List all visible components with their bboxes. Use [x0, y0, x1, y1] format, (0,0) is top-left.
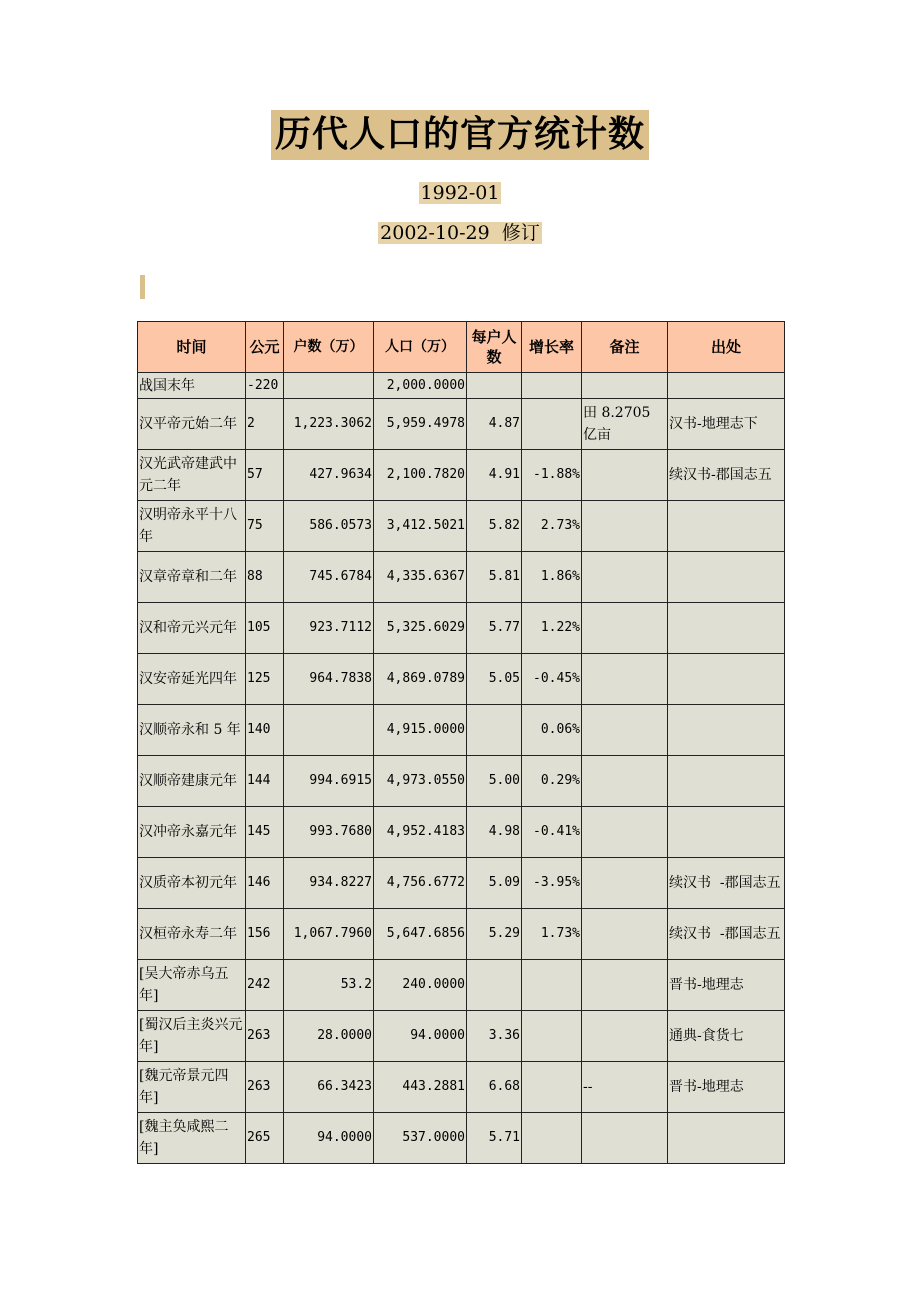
cell-period: 汉顺帝建康元年 — [138, 756, 246, 807]
page-title: 历代人口的官方统计数 — [271, 110, 649, 160]
cell-per-household — [467, 705, 522, 756]
cell-period: 汉质帝本初元年 — [138, 858, 246, 909]
table-row — [138, 705, 785, 756]
table-row — [138, 603, 785, 654]
cell-source: 续汉书-郡国志五 — [668, 450, 785, 501]
cell-per-household: 5.05 — [467, 654, 522, 705]
cell-population: 443.2881 — [374, 1062, 467, 1113]
cell-per-household: 6.68 — [467, 1062, 522, 1113]
cell-households: 964.7838 — [284, 654, 374, 705]
cell-source: 晋书-地理志 — [668, 960, 785, 1011]
cell-growth: 0.06% — [522, 705, 582, 756]
cell-source — [668, 654, 785, 705]
cell-households: 586.0573 — [284, 501, 374, 552]
cell-growth: -1.88% — [522, 450, 582, 501]
cell-note — [582, 552, 668, 603]
cell-period: 汉光武帝建武中元二年 — [138, 450, 246, 501]
cell-growth — [522, 373, 582, 399]
cell-per-household: 4.98 — [467, 807, 522, 858]
cell-population: 4,335.6367 — [374, 552, 467, 603]
cell-note — [582, 603, 668, 654]
table-row — [138, 1062, 785, 1113]
cell-growth: 1.22% — [522, 603, 582, 654]
cell-per-household: 5.77 — [467, 603, 522, 654]
cell-per-household — [467, 960, 522, 1011]
cell-source — [668, 373, 785, 399]
cell-population: 4,869.0789 — [374, 654, 467, 705]
cell-population: 3,412.5021 — [374, 501, 467, 552]
cell-source — [668, 1113, 785, 1164]
cell-period: 汉冲帝永嘉元年 — [138, 807, 246, 858]
cell-growth: 1.73% — [522, 909, 582, 960]
cell-households: 427.9634 — [284, 450, 374, 501]
cell-per-household: 4.91 — [467, 450, 522, 501]
cell-population: 4,756.6772 — [374, 858, 467, 909]
cell-period: 汉顺帝永和 5 年 — [138, 705, 246, 756]
cell-period: 汉和帝元兴元年 — [138, 603, 246, 654]
header-source: 出处 — [668, 322, 785, 373]
cell-households: 993.7680 — [284, 807, 374, 858]
cell-growth: -3.95% — [522, 858, 582, 909]
cell-year: 75 — [246, 501, 284, 552]
cell-population: 5,959.4978 — [374, 399, 467, 450]
cell-population: 537.0000 — [374, 1113, 467, 1164]
table-row — [138, 501, 785, 552]
cell-period: [魏主奂咸熙二年] — [138, 1113, 246, 1164]
cell-note — [582, 705, 668, 756]
cell-growth — [522, 1011, 582, 1062]
cell-source: 续汉书 -郡国志五 — [668, 858, 785, 909]
cell-growth — [522, 1113, 582, 1164]
header-growth: 增长率 — [522, 322, 582, 373]
table-row — [138, 399, 785, 450]
cell-period: 汉桓帝永寿二年 — [138, 909, 246, 960]
header-year: 公元 — [246, 322, 284, 373]
date-original: 1992-01 — [420, 182, 500, 204]
cell-growth: -0.45% — [522, 654, 582, 705]
table-row — [138, 807, 785, 858]
cell-per-household: 4.87 — [467, 399, 522, 450]
cell-period: [吴大帝赤乌五年] — [138, 960, 246, 1011]
cell-note — [582, 501, 668, 552]
cell-population: 4,952.4183 — [374, 807, 467, 858]
cell-source — [668, 603, 785, 654]
cell-year: 105 — [246, 603, 284, 654]
cell-note: 田 8.2705 亿亩 — [582, 399, 668, 450]
cell-source — [668, 807, 785, 858]
header-time: 时间 — [138, 322, 246, 373]
cell-per-household: 3.36 — [467, 1011, 522, 1062]
cell-year: 263 — [246, 1011, 284, 1062]
header-households: 户数（万） — [284, 322, 374, 373]
header-population: 人口（万） — [374, 322, 467, 373]
section-marker — [140, 275, 145, 299]
cell-year: -220 — [246, 373, 284, 399]
cell-note — [582, 1113, 668, 1164]
cell-period: 汉安帝延光四年 — [138, 654, 246, 705]
cell-population: 240.0000 — [374, 960, 467, 1011]
header-note: 备注 — [582, 322, 668, 373]
cell-period: [魏元帝景元四年] — [138, 1062, 246, 1113]
cell-households: 53.2 — [284, 960, 374, 1011]
header-row — [138, 322, 785, 373]
cell-source: 晋书-地理志 — [668, 1062, 785, 1113]
cell-year: 125 — [246, 654, 284, 705]
cell-note — [582, 858, 668, 909]
cell-note — [582, 909, 668, 960]
cell-per-household: 5.71 — [467, 1113, 522, 1164]
cell-year: 146 — [246, 858, 284, 909]
cell-source — [668, 705, 785, 756]
cell-households — [284, 373, 374, 399]
cell-per-household — [467, 373, 522, 399]
cell-population: 4,915.0000 — [374, 705, 467, 756]
table-row — [138, 1113, 785, 1164]
table-row — [138, 450, 785, 501]
cell-population: 2,000.0000 — [374, 373, 467, 399]
cell-year: 242 — [246, 960, 284, 1011]
cell-source: 续汉书 -郡国志五 — [668, 909, 785, 960]
cell-households: 745.6784 — [284, 552, 374, 603]
cell-population: 5,325.6029 — [374, 603, 467, 654]
cell-households: 94.0000 — [284, 1113, 374, 1164]
cell-note — [582, 450, 668, 501]
cell-source — [668, 756, 785, 807]
cell-growth: 0.29% — [522, 756, 582, 807]
cell-households: 28.0000 — [284, 1011, 374, 1062]
cell-source — [668, 501, 785, 552]
cell-households: 1,223.3062 — [284, 399, 374, 450]
cell-source: 通典-食货七 — [668, 1011, 785, 1062]
cell-households — [284, 705, 374, 756]
cell-per-household: 5.82 — [467, 501, 522, 552]
cell-growth — [522, 1062, 582, 1113]
cell-note: -- — [582, 1062, 668, 1113]
cell-per-household: 5.00 — [467, 756, 522, 807]
table-row — [138, 960, 785, 1011]
cell-growth — [522, 399, 582, 450]
cell-year: 88 — [246, 552, 284, 603]
cell-growth: 1.86% — [522, 552, 582, 603]
cell-households: 923.7112 — [284, 603, 374, 654]
population-table — [137, 321, 785, 1164]
cell-period: 汉平帝元始二年 — [138, 399, 246, 450]
cell-growth — [522, 960, 582, 1011]
cell-population: 5,647.6856 — [374, 909, 467, 960]
cell-population: 2,100.7820 — [374, 450, 467, 501]
cell-period: [蜀汉后主炎兴元年] — [138, 1011, 246, 1062]
cell-households: 994.6915 — [284, 756, 374, 807]
cell-per-household: 5.81 — [467, 552, 522, 603]
cell-year: 265 — [246, 1113, 284, 1164]
header-per-household: 每户人数 — [467, 322, 522, 373]
table-row — [138, 654, 785, 705]
table-row — [138, 756, 785, 807]
cell-note — [582, 960, 668, 1011]
cell-period: 汉章帝章和二年 — [138, 552, 246, 603]
cell-note — [582, 807, 668, 858]
cell-per-household: 5.09 — [467, 858, 522, 909]
cell-growth: -0.41% — [522, 807, 582, 858]
cell-population: 94.0000 — [374, 1011, 467, 1062]
table-row — [138, 858, 785, 909]
cell-growth: 2.73% — [522, 501, 582, 552]
cell-note — [582, 756, 668, 807]
cell-households: 1,067.7960 — [284, 909, 374, 960]
cell-source: 汉书-地理志下 — [668, 399, 785, 450]
cell-note — [582, 654, 668, 705]
cell-households: 66.3423 — [284, 1062, 374, 1113]
cell-year: 2 — [246, 399, 284, 450]
cell-period: 战国末年 — [138, 373, 246, 399]
cell-households: 934.8227 — [284, 858, 374, 909]
cell-year: 140 — [246, 705, 284, 756]
table-row — [138, 552, 785, 603]
cell-year: 144 — [246, 756, 284, 807]
table-row — [138, 1011, 785, 1062]
cell-source — [668, 552, 785, 603]
cell-year: 57 — [246, 450, 284, 501]
table-row — [138, 373, 785, 399]
cell-period: 汉明帝永平十八年 — [138, 501, 246, 552]
cell-per-household: 5.29 — [467, 909, 522, 960]
cell-population: 4,973.0550 — [374, 756, 467, 807]
cell-note — [582, 1011, 668, 1062]
date-revised: 2002-10-29 修订 — [380, 222, 540, 244]
cell-year: 145 — [246, 807, 284, 858]
cell-year: 263 — [246, 1062, 284, 1113]
table-row — [138, 909, 785, 960]
cell-year: 156 — [246, 909, 284, 960]
cell-note — [582, 373, 668, 399]
